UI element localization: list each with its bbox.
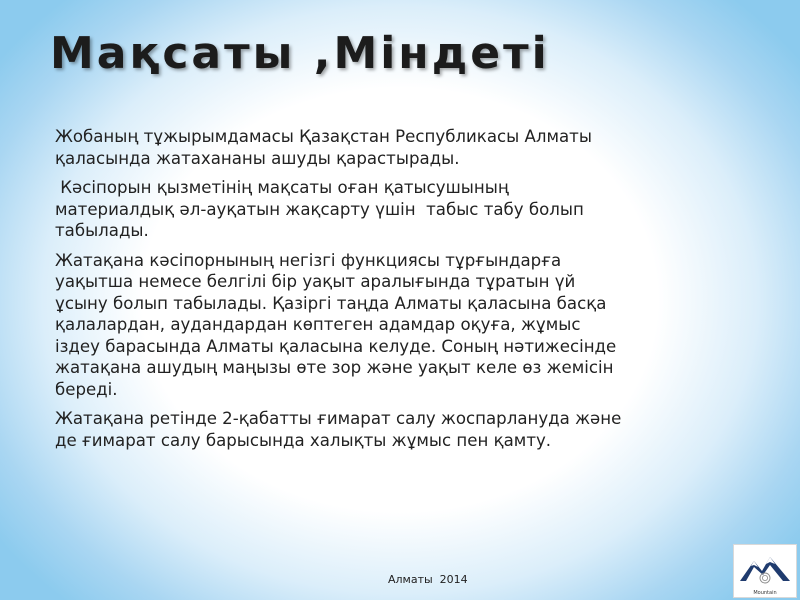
paragraph-4: Жатақана ретінде 2-қабатты ғимарат салу жоспарлануда және де ғимарат салу барысында халықты жұмыс пен қамту.	[55, 409, 622, 450]
logo-label: Mountain	[753, 590, 777, 596]
paragraph-3: Жатақана кәсіпорнының негізгі функциясы тұрғындарға уақытша немесе белгілі бір уақыт аралығында тұратын үй ұсыну болып табылады. Қазіргі таңда Алматы қаласына басқа қалалардан, аудандардан көптеген адамдар оқуға, жұмыс іздеу барасында Алматы қаласына келуде. Соның нәтижесінде жатақана ашудың маңызы өте зор және уақыт келе өз жемісін береді.	[55, 250, 617, 399]
slide-title: Мақсаты ,Міндеті	[50, 28, 550, 79]
paragraph-1: Жобаның тұжырымдамасы Қазақстан Республикасы Алматы қаласында жатахананы ашуды қарастырады.	[55, 127, 592, 168]
paragraph-2: Кәсіпорын қызметінің мақсаты оған қатысушының материалдық әл-ауқатын жақсарту үшін табыс табу болып табылады.	[55, 178, 590, 240]
slide-body	[55, 126, 630, 459]
footer-text: Алматы 2014	[388, 573, 468, 586]
logo	[733, 544, 797, 598]
